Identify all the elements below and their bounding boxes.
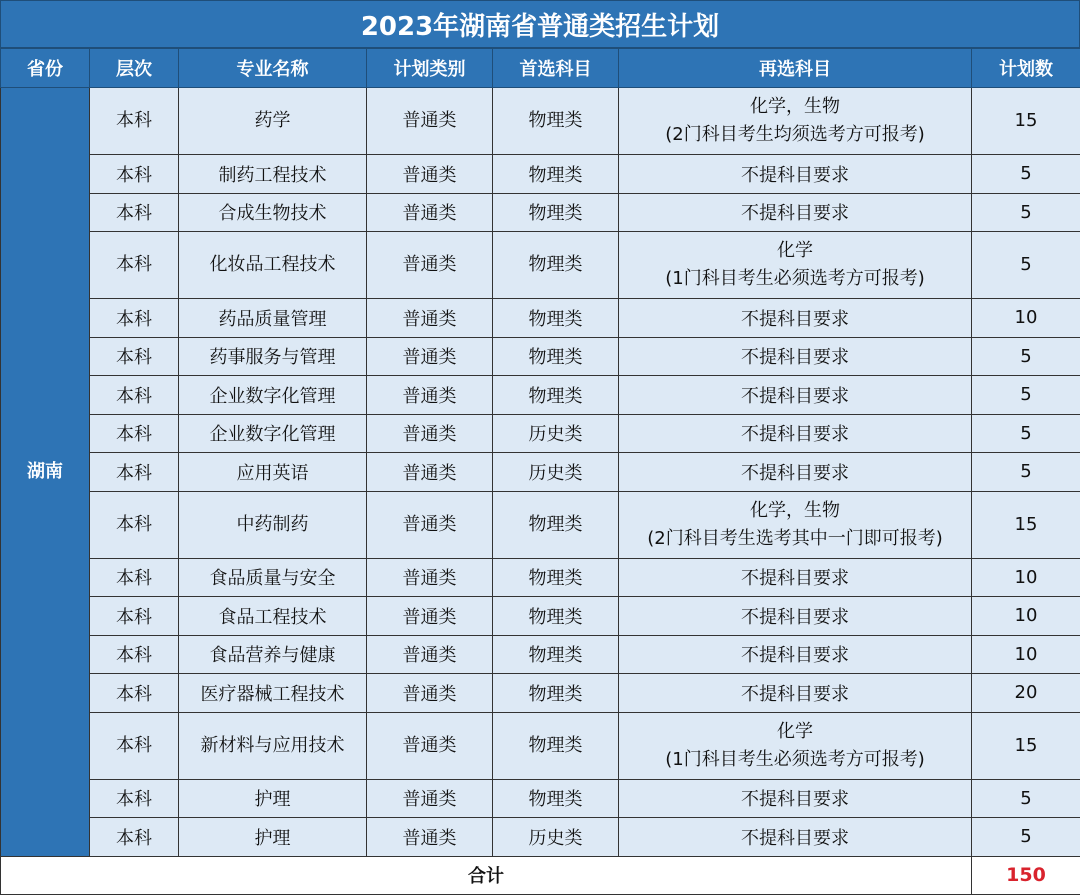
category-cell: 普通类 <box>367 491 493 558</box>
count-cell: 15 <box>972 491 1080 558</box>
first-subject-cell: 物理类 <box>493 674 619 713</box>
table-row <box>1 597 1080 636</box>
major-cell: 药事服务与管理 <box>179 337 367 376</box>
level-cell: 本科 <box>90 635 179 674</box>
count-cell: 5 <box>972 376 1080 415</box>
level-cell: 本科 <box>90 155 179 194</box>
count-cell: 5 <box>972 232 1080 299</box>
category-cell: 普通类 <box>367 337 493 376</box>
requirement-cell <box>619 376 972 415</box>
major-cell: 企业数字化管理 <box>179 376 367 415</box>
level-cell: 本科 <box>90 299 179 338</box>
requirement-line: 化学，生物 <box>623 497 967 525</box>
category-cell: 普通类 <box>367 635 493 674</box>
table-row <box>1 712 1080 779</box>
table-row <box>1 414 1080 453</box>
requirement-line: 不提科目要求 <box>623 564 967 590</box>
first-subject-cell: 物理类 <box>493 597 619 636</box>
category-cell: 普通类 <box>367 453 493 492</box>
table-row <box>1 491 1080 558</box>
count-cell: 5 <box>972 337 1080 376</box>
count-cell: 20 <box>972 674 1080 713</box>
level-cell: 本科 <box>90 88 179 155</box>
requirement-line: 不提科目要求 <box>623 824 967 850</box>
major-cell: 护理 <box>179 818 367 857</box>
table-row <box>1 299 1080 338</box>
requirement-cell <box>619 558 972 597</box>
first-subject-cell: 历史类 <box>493 818 619 857</box>
requirement-cell <box>619 337 972 376</box>
requirement-line: 不提科目要求 <box>623 680 967 706</box>
level-cell: 本科 <box>90 712 179 779</box>
requirement-line: 不提科目要求 <box>623 161 967 187</box>
header-row <box>1 49 1080 88</box>
count-cell: 5 <box>972 453 1080 492</box>
category-cell: 普通类 <box>367 376 493 415</box>
requirement-cell <box>619 779 972 818</box>
table-row <box>1 558 1080 597</box>
requirement-cell <box>619 88 972 155</box>
requirement-cell <box>619 712 972 779</box>
first-subject-cell: 物理类 <box>493 299 619 338</box>
major-cell: 制药工程技术 <box>179 155 367 194</box>
category-cell: 普通类 <box>367 597 493 636</box>
total-row <box>1 856 1080 894</box>
level-cell: 本科 <box>90 818 179 857</box>
table-row <box>1 88 1080 155</box>
total-value: 150 <box>972 856 1080 894</box>
major-cell: 食品质量与安全 <box>179 558 367 597</box>
level-cell: 本科 <box>90 232 179 299</box>
first-subject-cell: 物理类 <box>493 88 619 155</box>
header-level: 层次 <box>90 49 179 88</box>
first-subject-cell: 物理类 <box>493 635 619 674</box>
major-cell: 中药制药 <box>179 491 367 558</box>
requirement-line: 不提科目要求 <box>623 343 967 369</box>
level-cell: 本科 <box>90 779 179 818</box>
count-cell: 5 <box>972 414 1080 453</box>
requirement-line: 不提科目要求 <box>623 199 967 225</box>
table-row <box>1 779 1080 818</box>
requirement-line: 不提科目要求 <box>623 603 967 629</box>
requirement-line: 不提科目要求 <box>623 305 967 331</box>
category-cell: 普通类 <box>367 232 493 299</box>
count-cell: 5 <box>972 155 1080 194</box>
header-category: 计划类别 <box>367 49 493 88</box>
count-cell: 10 <box>972 299 1080 338</box>
requirement-line: (1门科目考生必须选考方可报考) <box>623 746 967 774</box>
count-cell: 10 <box>972 558 1080 597</box>
requirement-line: 不提科目要求 <box>623 785 967 811</box>
category-cell: 普通类 <box>367 88 493 155</box>
category-cell: 普通类 <box>367 818 493 857</box>
count-cell: 15 <box>972 88 1080 155</box>
table-row <box>1 818 1080 857</box>
first-subject-cell: 物理类 <box>493 779 619 818</box>
table-body <box>1 88 1080 895</box>
level-cell: 本科 <box>90 558 179 597</box>
header-major: 专业名称 <box>179 49 367 88</box>
requirement-line: (2门科目考生选考其中一门即可报考) <box>623 525 967 553</box>
requirement-cell <box>619 597 972 636</box>
major-cell: 企业数字化管理 <box>179 414 367 453</box>
first-subject-cell: 物理类 <box>493 155 619 194</box>
requirement-cell <box>619 674 972 713</box>
table-row <box>1 193 1080 232</box>
major-cell: 食品工程技术 <box>179 597 367 636</box>
header-province: 省份 <box>1 49 90 88</box>
requirement-line: (1门科目考生必须选考方可报考) <box>623 265 967 293</box>
major-cell: 应用英语 <box>179 453 367 492</box>
requirement-cell <box>619 635 972 674</box>
first-subject-cell: 历史类 <box>493 453 619 492</box>
category-cell: 普通类 <box>367 193 493 232</box>
count-cell: 5 <box>972 193 1080 232</box>
table-row <box>1 155 1080 194</box>
first-subject-cell: 历史类 <box>493 414 619 453</box>
level-cell: 本科 <box>90 597 179 636</box>
major-cell: 药品质量管理 <box>179 299 367 338</box>
first-subject-cell: 物理类 <box>493 712 619 779</box>
level-cell: 本科 <box>90 414 179 453</box>
table-row <box>1 674 1080 713</box>
major-cell: 化妆品工程技术 <box>179 232 367 299</box>
table-row <box>1 453 1080 492</box>
table-row <box>1 232 1080 299</box>
category-cell: 普通类 <box>367 779 493 818</box>
province-cell: 湖南 <box>1 88 90 857</box>
level-cell: 本科 <box>90 453 179 492</box>
major-cell: 新材料与应用技术 <box>179 712 367 779</box>
level-cell: 本科 <box>90 491 179 558</box>
requirement-cell <box>619 155 972 194</box>
requirement-cell <box>619 232 972 299</box>
major-cell: 药学 <box>179 88 367 155</box>
first-subject-cell: 物理类 <box>493 376 619 415</box>
header-first-subject: 首选科目 <box>493 49 619 88</box>
total-label: 合计 <box>1 856 972 894</box>
major-cell: 食品营养与健康 <box>179 635 367 674</box>
count-cell: 10 <box>972 597 1080 636</box>
requirement-line: 化学，生物 <box>623 93 967 121</box>
requirement-line: 不提科目要求 <box>623 420 967 446</box>
enrollment-plan-table <box>0 48 1080 895</box>
count-cell: 15 <box>972 712 1080 779</box>
requirement-cell <box>619 299 972 338</box>
table-row <box>1 635 1080 674</box>
requirement-line: 不提科目要求 <box>623 382 967 408</box>
requirement-line: 不提科目要求 <box>623 641 967 667</box>
count-cell: 10 <box>972 635 1080 674</box>
level-cell: 本科 <box>90 376 179 415</box>
first-subject-cell: 物理类 <box>493 337 619 376</box>
category-cell: 普通类 <box>367 674 493 713</box>
first-subject-cell: 物理类 <box>493 232 619 299</box>
category-cell: 普通类 <box>367 299 493 338</box>
requirement-cell <box>619 414 972 453</box>
table-row <box>1 376 1080 415</box>
level-cell: 本科 <box>90 674 179 713</box>
first-subject-cell: 物理类 <box>493 558 619 597</box>
category-cell: 普通类 <box>367 414 493 453</box>
requirement-line: 化学 <box>623 237 967 265</box>
count-cell: 5 <box>972 779 1080 818</box>
requirement-cell <box>619 453 972 492</box>
category-cell: 普通类 <box>367 155 493 194</box>
requirement-cell <box>619 193 972 232</box>
requirement-line: 不提科目要求 <box>623 459 967 485</box>
requirement-cell <box>619 491 972 558</box>
requirement-line: 化学 <box>623 718 967 746</box>
major-cell: 护理 <box>179 779 367 818</box>
level-cell: 本科 <box>90 193 179 232</box>
header-requirement: 再选科目 <box>619 49 972 88</box>
category-cell: 普通类 <box>367 712 493 779</box>
major-cell: 合成生物技术 <box>179 193 367 232</box>
level-cell: 本科 <box>90 337 179 376</box>
requirement-cell <box>619 818 972 857</box>
count-cell: 5 <box>972 818 1080 857</box>
major-cell: 医疗器械工程技术 <box>179 674 367 713</box>
requirement-line: (2门科目考生均须选考方可报考) <box>623 121 967 149</box>
first-subject-cell: 物理类 <box>493 491 619 558</box>
first-subject-cell: 物理类 <box>493 193 619 232</box>
header-count: 计划数 <box>972 49 1080 88</box>
table-row <box>1 337 1080 376</box>
category-cell: 普通类 <box>367 558 493 597</box>
page-title: 2023年湖南省普通类招生计划 <box>0 0 1080 48</box>
